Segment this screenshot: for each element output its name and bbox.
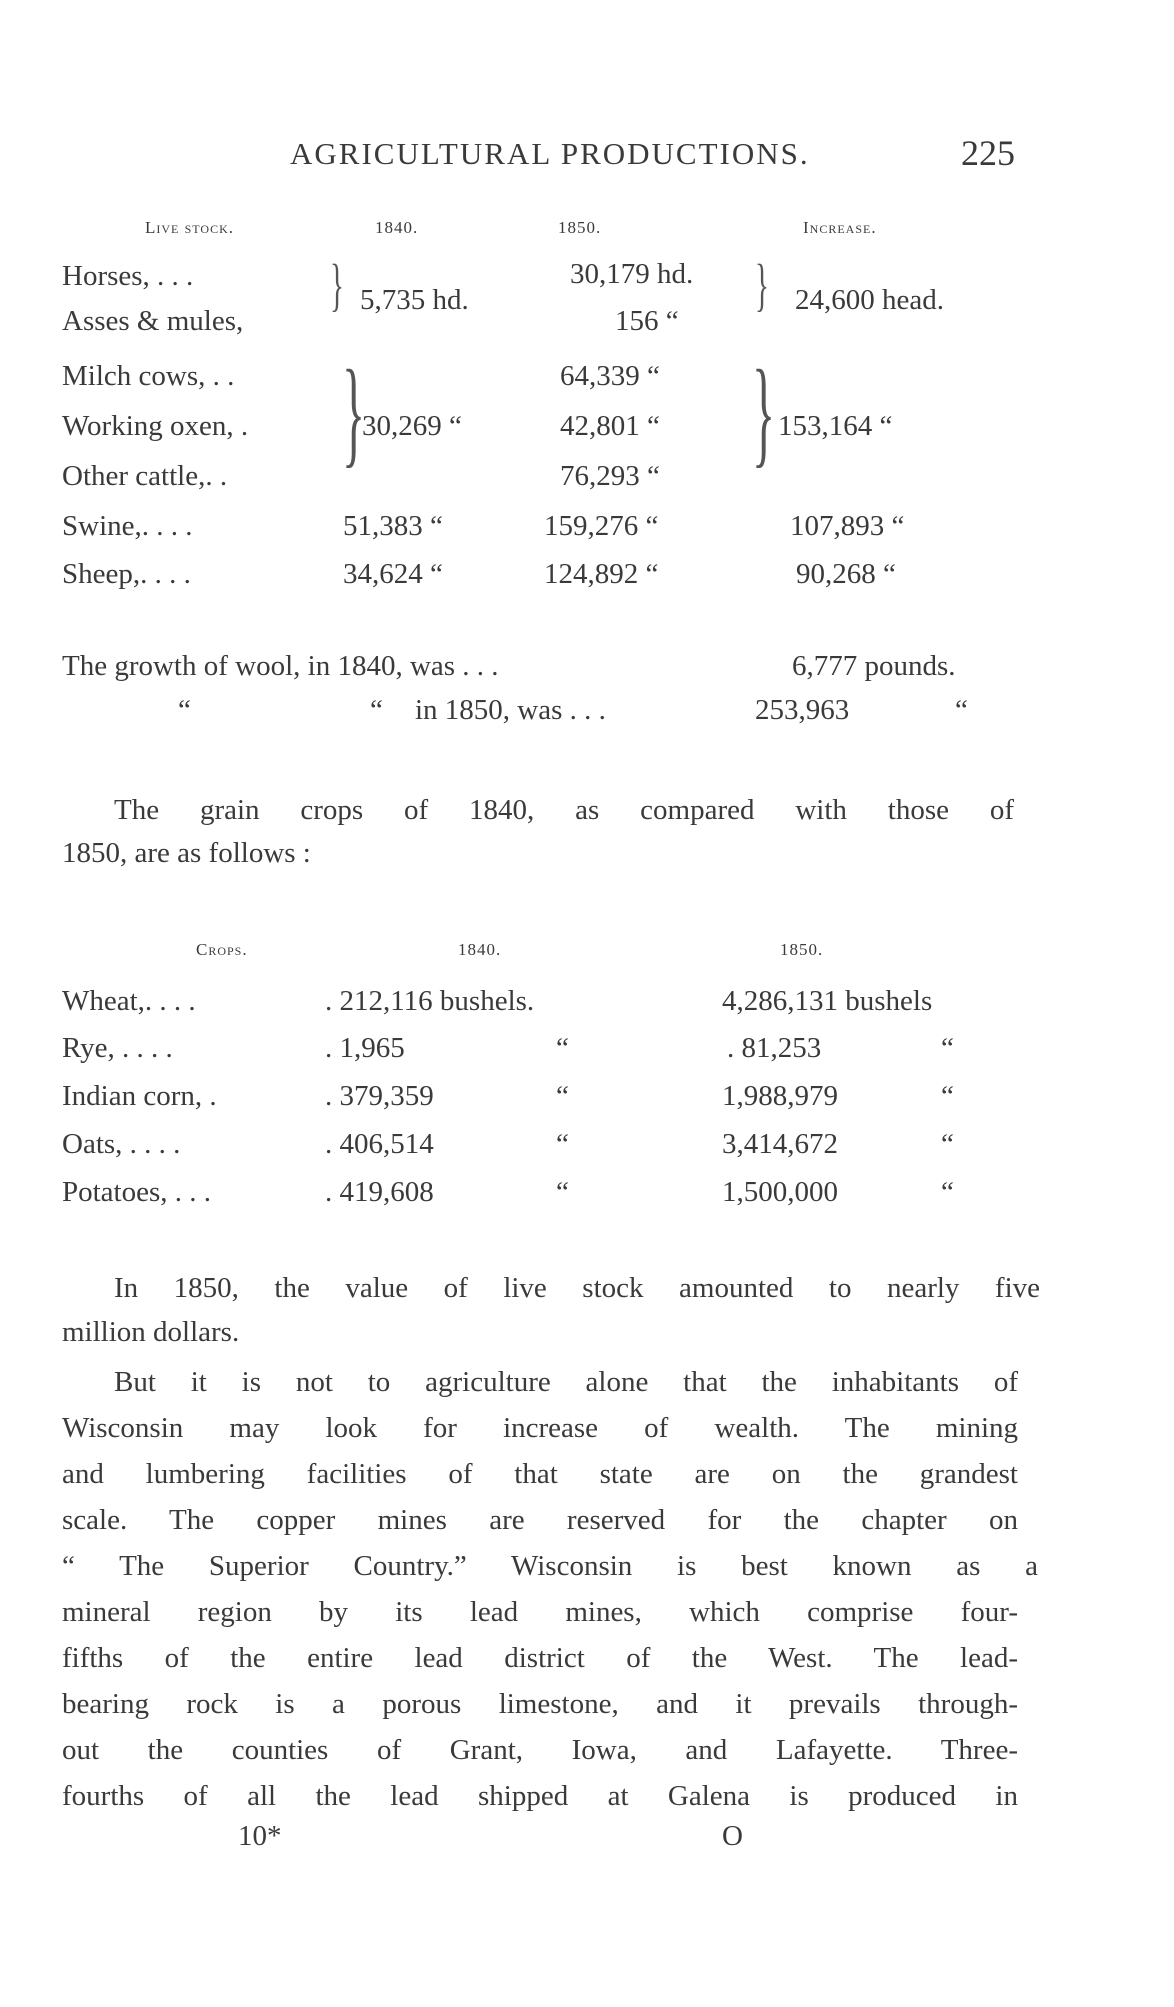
other-cattle-1850: 76,293 “ xyxy=(560,460,660,492)
sheep-increase: 90,268 “ xyxy=(796,558,896,590)
wool-ditto-mark: “ xyxy=(178,694,191,726)
brace-right: } xyxy=(752,345,776,478)
body-line: But it is not to agriculture alone that the inhabitants of xyxy=(114,1366,1018,1398)
potatoes-1850: 1,500,000 xyxy=(722,1176,838,1208)
milch-cows-1850: 64,339 “ xyxy=(560,360,660,392)
livestock-header-livestock: Live stock. xyxy=(145,218,234,237)
signature-mark: 10* xyxy=(238,1820,282,1852)
horses-asses-1840: 5,735 hd. xyxy=(360,284,469,316)
ditto-mark: “ xyxy=(941,1032,954,1064)
running-header-title: AGRICULTURAL PRODUCTIONS. xyxy=(290,136,810,171)
horses-asses-increase: 24,600 head. xyxy=(795,284,944,316)
asses-1850: 156 “ xyxy=(615,305,679,337)
crops-header-crops: Crops. xyxy=(196,940,248,959)
livestock-header-1840: 1840. xyxy=(375,218,419,237)
crops-header-1840: 1840. xyxy=(458,940,502,959)
body-line: mineral region by its lead mines, which comprise four- xyxy=(62,1596,1018,1628)
body-line: fourths of all the lead shipped at Galena is produced in xyxy=(62,1780,1018,1812)
oats-1840: . 406,514 xyxy=(325,1128,434,1160)
sheep-1850: 124,892 “ xyxy=(544,558,659,590)
body-line: bearing rock is a porous limestone, and it prevails through- xyxy=(62,1688,1018,1720)
wool-1850-label: in 1850, was . . . xyxy=(415,694,606,726)
body-line: million dollars. xyxy=(62,1316,240,1348)
swine-increase: 107,893 “ xyxy=(790,510,905,542)
ditto-mark: “ xyxy=(941,1128,954,1160)
body-line: In 1850, the value of live stock amounted to nearly five xyxy=(114,1272,1040,1304)
body-line: and lumbering facilities of that state are on the grandest xyxy=(62,1458,1018,1490)
sheep-1840: 34,624 “ xyxy=(343,558,443,590)
wool-1850-value: 253,963 xyxy=(755,694,850,726)
rye-1840: . 1,965 xyxy=(325,1032,405,1064)
wool-1840-value: 6,777 pounds. xyxy=(792,650,956,682)
ditto-mark: “ xyxy=(556,1176,569,1208)
wool-ditto-mark: “ xyxy=(955,694,968,726)
brace-right: } xyxy=(755,252,769,317)
row-label-working-oxen: Working oxen, . xyxy=(62,410,249,442)
ditto-mark: “ xyxy=(556,1128,569,1160)
row-label-milch-cows: Milch cows, . . xyxy=(62,360,235,392)
crop-label-oats: Oats, . . . . xyxy=(62,1128,181,1160)
rye-1850: . 81,253 xyxy=(727,1032,822,1064)
body-line: scale. The copper mines are reserved for the chapter on xyxy=(62,1504,1018,1536)
row-label-asses-mules: Asses & mules, xyxy=(62,305,244,337)
page-number: 225 xyxy=(961,133,1015,173)
body-line: “ The Superior Country.” Wisconsin is best known as a xyxy=(62,1550,1038,1582)
oats-1850: 3,414,672 xyxy=(722,1128,838,1160)
wool-1840-label: The growth of wool, in 1840, was . . . xyxy=(62,650,499,682)
crops-header-1850: 1850. xyxy=(780,940,824,959)
ditto-mark: “ xyxy=(941,1176,954,1208)
row-label-swine: Swine,. . . . xyxy=(62,510,193,542)
indian-corn-1840: . 379,359 xyxy=(325,1080,434,1112)
horses-1850: 30,179 hd. xyxy=(570,258,694,290)
row-label-sheep: Sheep,. . . . xyxy=(62,558,191,590)
ditto-mark: “ xyxy=(556,1080,569,1112)
body-line: fifths of the entire lead district of the West. The lead- xyxy=(62,1642,1018,1674)
livestock-header-increase: Increase. xyxy=(803,218,877,237)
wheat-1840: . 212,116 bushels. xyxy=(325,985,535,1017)
brace-left: } xyxy=(342,345,366,478)
wheat-1850: 4,286,131 bushels xyxy=(722,985,933,1017)
swine-1850: 159,276 “ xyxy=(544,510,659,542)
crop-label-rye: Rye, . . . . xyxy=(62,1032,173,1064)
brace-left: } xyxy=(330,252,344,317)
indian-corn-1850: 1,988,979 xyxy=(722,1080,838,1112)
signature-letter: O xyxy=(722,1820,743,1852)
grain-intro-line: 1850, are as follows : xyxy=(62,837,311,869)
swine-1840: 51,383 “ xyxy=(343,510,443,542)
cattle-increase: 153,164 “ xyxy=(778,410,893,442)
row-label-horses: Horses, . . . xyxy=(62,260,194,292)
crop-label-indian-corn: Indian corn, . xyxy=(62,1080,217,1112)
crop-label-potatoes: Potatoes, . . . xyxy=(62,1176,212,1208)
livestock-header-1850: 1850. xyxy=(558,218,602,237)
body-line: Wisconsin may look for increase of wealth. The mining xyxy=(62,1412,1018,1444)
crop-label-wheat: Wheat,. . . . xyxy=(62,985,196,1017)
cattle-1840: 30,269 “ xyxy=(362,410,462,442)
body-line: out the counties of Grant, Iowa, and Lafayette. Three- xyxy=(62,1734,1018,1766)
ditto-mark: “ xyxy=(941,1080,954,1112)
row-label-other-cattle: Other cattle,. . xyxy=(62,460,228,492)
wool-ditto-mark: “ xyxy=(370,694,383,726)
grain-intro-line: The grain crops of 1840, as compared with those of xyxy=(114,794,1014,826)
potatoes-1840: . 419,608 xyxy=(325,1176,434,1208)
working-oxen-1850: 42,801 “ xyxy=(560,410,660,442)
ditto-mark: “ xyxy=(556,1032,569,1064)
